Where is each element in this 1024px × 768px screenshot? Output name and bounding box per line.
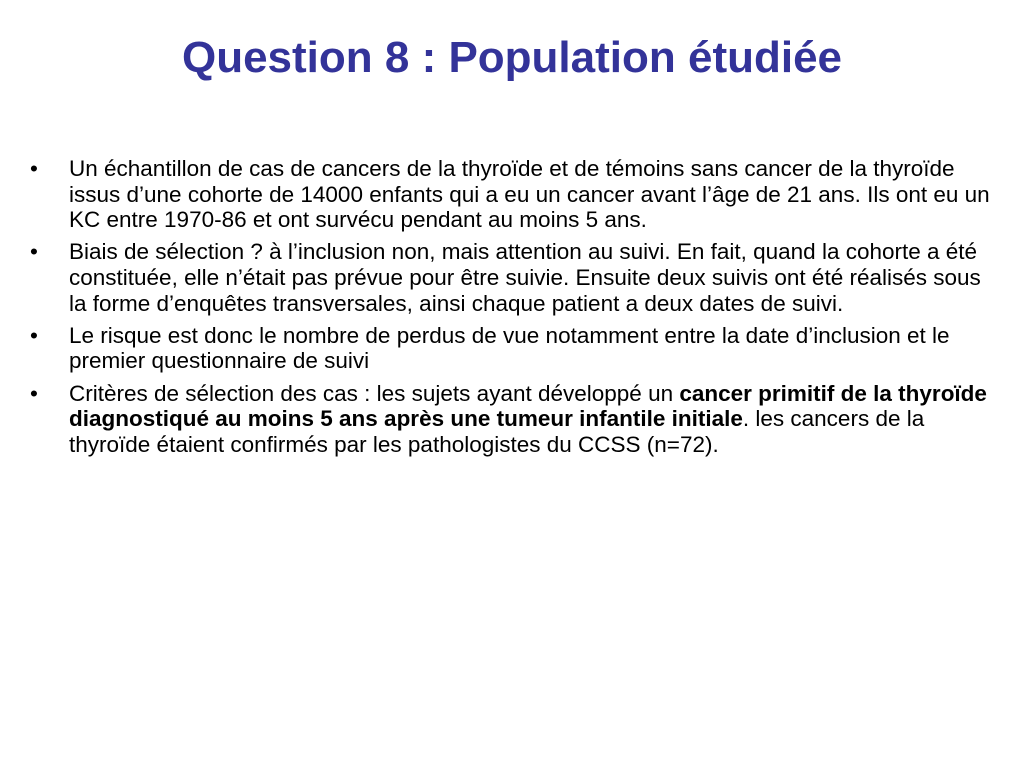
bullet-marker: • — [30, 156, 38, 181]
bullet-item-3 — [30, 323, 1000, 374]
bullet-text: Biais de sélection ? à l’inclusion non, mais attention au suivi. En fait, quand la cohorte a été constituée, elle n’était pas prévue pour être suivie. Ensuite deux suivis ont été réalisés sous la forme d’enquêtes transversales, ainsi chaque patient a deux dates de suivi. — [69, 239, 981, 316]
bullet-marker: • — [30, 380, 38, 406]
bullet-text-tail: . les cancers de la thyroïde étaient confirmés par les pathologistes du CCSS (n=72). — [69, 406, 925, 457]
bullet-item-1 — [30, 156, 1000, 233]
bullet-item-2 — [30, 239, 1000, 316]
bullet-item-4 — [30, 381, 1000, 458]
bullet-text: Un échantillon de cas de cancers de la thyroïde et de témoins sans cancer de la thyroïde issus d’une cohorte de 14000 enfants qui a eu un cancer avant l’âge de 21 ans. Ils ont eu un KC entre 1970-86 et ont survécu pendant au moins 5 ans. — [69, 156, 990, 233]
bullet-text: Le risque est donc le nombre de perdus de vue notamment entre la date d’inclusion et le premier questionnaire de suivi — [69, 322, 950, 374]
bullet-text-emphasis: cancer primitif de la thyroïde diagnostiqué au moins 5 ans après une tumeur infantile initiale — [69, 380, 987, 432]
bullet-marker: • — [30, 239, 38, 265]
bullet-list — [30, 156, 1000, 464]
bullet-marker: • — [30, 322, 38, 348]
bullet-text-lead: Critères de sélection des cas : les sujets ayant développé un — [69, 380, 680, 406]
slide-title: Question 8 : Population étudiée — [181, 33, 843, 82]
